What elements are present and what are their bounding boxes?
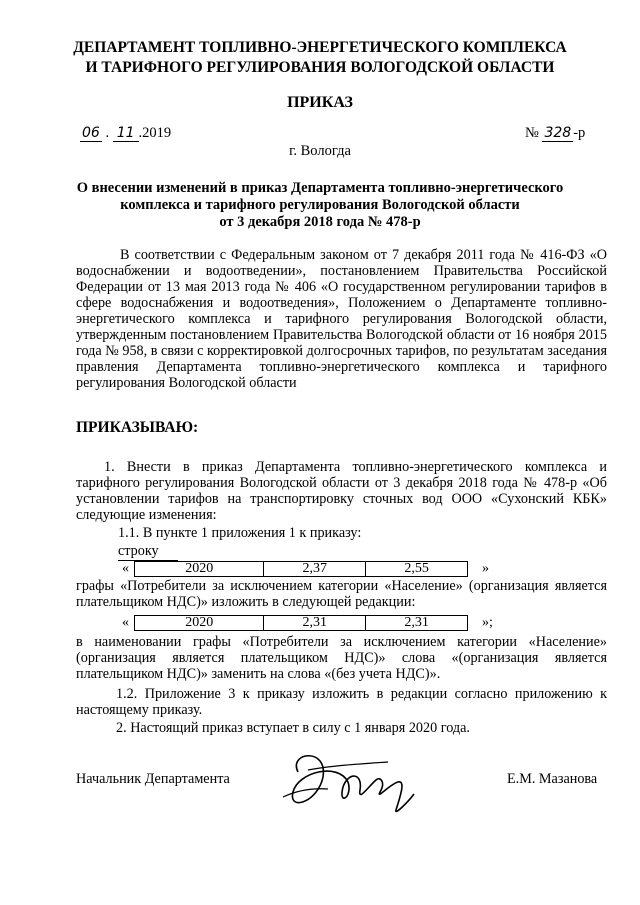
old-row-value-2: 2,55 <box>366 562 468 577</box>
date-month: 11 <box>113 125 139 142</box>
number-sign: № <box>525 125 539 141</box>
old-row-table <box>134 561 468 577</box>
new-row-value-2: 2,31 <box>366 616 468 631</box>
old-row-value-1: 2,37 <box>264 562 366 577</box>
old-row-year: 2020 <box>135 562 264 577</box>
rename-text: в наименовании графы «Потребители за исключением категории «Население» (организация является плательщиком НДС)» слова «(организация является плательщиком НДС)» заменить на слова «(без учета НДС)». <box>76 634 607 682</box>
signature-name: Е.М. Мазанова <box>507 771 598 787</box>
title-line2: комплекса и тарифного регулирования Вологодской области <box>120 197 520 213</box>
preamble: В соответствии с Федеральным законом от 7 декабря 2011 года № 416-ФЗ «О водоснабжении и водоотведении», постановлением Правительства Российской Федерации от 13 мая 2013 года № 406 «О государственном регулировании тарифов в сфере водоснабжения и водоотведения», Положением о Департаменте топливно-энергетического комплекса и тарифного регулирования Вологодской области, утвержденным постановлением Правительства Вологодской области от 16 ноября 2015 года № 958, в связи с корректировкой долгосрочных тарифов, по результатам заседания правления Департамента топливно-энергетического комплекса и тарифного регулирования Вологодской области <box>76 247 607 391</box>
document-number <box>525 125 585 142</box>
item-1-2: 1.2. Приложение 3 к приказу изложить в редакции согласно приложению к настоящему приказу. <box>76 686 607 718</box>
title-line1: О внесении изменений в приказ Департамента топливно-энергетического <box>76 180 564 196</box>
new-row-close-quote: »; <box>482 615 493 630</box>
document-date: 06 . 11 .2019 <box>82 125 172 141</box>
item-1-1: 1.1. В пункте 1 приложения 1 к приказу: <box>118 525 362 541</box>
graph-text: графы «Потребители за исключением категории «Население» (организация является плательщиком НДС)» изложить в следующей редакции: <box>76 578 607 610</box>
date-day: 06 <box>82 125 100 141</box>
row-label: строку <box>118 543 178 561</box>
title-line3: от 3 декабря 2018 года № 478-р <box>219 214 421 230</box>
item-2: 2. Настоящий приказ вступает в силу с 1 января 2020 года. <box>116 720 470 736</box>
document-type: ПРИКАЗ <box>287 94 353 111</box>
item-1: 1. Внести в приказ Департамента топливно-энергетического комплекса и тарифного регулирования Вологодской области от 3 декабря 2018 года № 478-р «Об установлении тарифов на транспортировку сточных вод ООО «Сухонский КБК» следующие изменения: <box>76 459 607 523</box>
number-value: 328 <box>544 125 572 141</box>
new-row-year: 2020 <box>135 616 264 631</box>
signature-position: Начальник Департамента <box>76 771 230 787</box>
department-name-line1: ДЕПАРТАМЕНТ ТОПЛИВНО-ЭНЕРГЕТИЧЕСКОГО КОМПЛЕКСА <box>73 39 567 56</box>
new-row-table <box>134 615 468 631</box>
new-row-value-1: 2,31 <box>264 616 366 631</box>
city: г. Вологда <box>289 143 351 159</box>
order-word: ПРИКАЗЫВАЮ: <box>76 419 199 436</box>
old-row-open-quote: « <box>122 561 129 576</box>
department-name-line2: И ТАРИФНОГО РЕГУЛИРОВАНИЯ ВОЛОГОДСКОЙ ОБЛАСТИ <box>85 59 555 76</box>
handwritten-signature <box>268 742 418 822</box>
new-row-open-quote: « <box>122 615 129 630</box>
old-row-close-quote: » <box>482 561 489 576</box>
number-suffix: -р <box>573 125 586 141</box>
date-year: .2019 <box>138 125 172 141</box>
